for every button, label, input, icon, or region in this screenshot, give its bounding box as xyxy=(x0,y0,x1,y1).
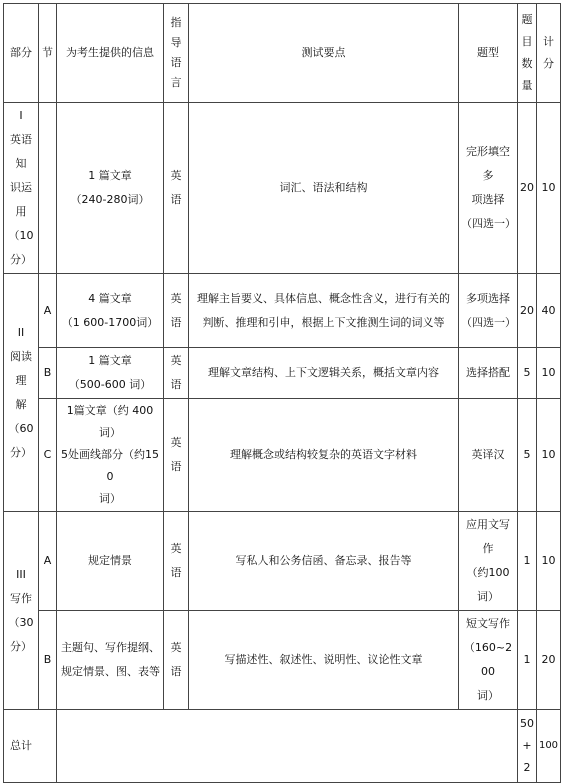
header-section: 节 xyxy=(39,4,57,103)
part2-c-section: C xyxy=(39,399,57,512)
part1-section xyxy=(39,103,57,274)
part2-b-score: 10 xyxy=(537,348,561,399)
part2-a-info: 4 篇文章 （1 600-1700词） xyxy=(57,274,164,348)
part2-c-score: 10 xyxy=(537,399,561,512)
part2-a-points: 理解主旨要义、具体信息、概念性含义，进行有关的 判断、推理和引申，根据上下文推测生词的词义等 xyxy=(189,274,459,348)
part3-a-info: 规定情景 xyxy=(57,512,164,611)
header-score: 计分 xyxy=(537,4,561,103)
header-row xyxy=(4,4,561,103)
part1-label: I 英语知 识运用 （10 分） xyxy=(4,103,39,274)
part2-a-score: 40 xyxy=(537,274,561,348)
exam-structure-table xyxy=(3,3,561,783)
part3-b-type: 短文写作 （160~200 词） xyxy=(459,611,518,710)
header-test-points: 测试要点 xyxy=(189,4,459,103)
part2-c-info: 1篇文章（约 400 词） 5处画线部分（约150 词） xyxy=(57,399,164,512)
part1-type: 完形填空多 项选择 （四选一） xyxy=(459,103,518,274)
total-score: 100 xyxy=(537,710,561,783)
header-guide-lang: 指导语言 xyxy=(164,4,189,103)
header-info: 为考生提供的信息 xyxy=(57,4,164,103)
part2-c-lang: 英语 xyxy=(164,399,189,512)
part2-row-b xyxy=(4,348,561,399)
header-count: 题目数量 xyxy=(518,4,537,103)
header-type: 题型 xyxy=(459,4,518,103)
part3-a-lang: 英语 xyxy=(164,512,189,611)
part3-row-a xyxy=(4,512,561,611)
part1-row xyxy=(4,103,561,274)
part2-b-info: 1 篇文章 （500-600 词） xyxy=(57,348,164,399)
total-empty xyxy=(57,710,518,783)
part3-a-count: 1 xyxy=(518,512,537,611)
part3-a-score: 10 xyxy=(537,512,561,611)
part3-b-info: 主题句、写作提纲、 规定情景、图、表等 xyxy=(57,611,164,710)
part2-row-a xyxy=(4,274,561,348)
part2-b-type: 选择搭配 xyxy=(459,348,518,399)
part1-info: 1 篇文章 （240-280词） xyxy=(57,103,164,274)
part3-a-section: A xyxy=(39,512,57,611)
total-row xyxy=(4,710,561,783)
part3-label: III 写作 （30 分） xyxy=(4,512,39,710)
part3-a-points: 写私人和公务信函、备忘录、报告等 xyxy=(189,512,459,611)
part2-c-type: 英译汉 xyxy=(459,399,518,512)
part2-a-count: 20 xyxy=(518,274,537,348)
part2-a-section: A xyxy=(39,274,57,348)
part3-row-b xyxy=(4,611,561,710)
part3-b-count: 1 xyxy=(518,611,537,710)
part2-b-count: 5 xyxy=(518,348,537,399)
part2-row-c xyxy=(4,399,561,512)
part2-c-count: 5 xyxy=(518,399,537,512)
part2-b-points: 理解文章结构、上下文逻辑关系，概括文章内容 xyxy=(189,348,459,399)
part3-b-lang: 英语 xyxy=(164,611,189,710)
part1-lang: 英语 xyxy=(164,103,189,274)
part3-a-type: 应用文写作 （约100 词） xyxy=(459,512,518,611)
part2-label: II 阅读理 解 （60 分） xyxy=(4,274,39,512)
part1-count: 20 xyxy=(518,103,537,274)
part3-b-points: 写描述性、叙述性、说明性、议论性文章 xyxy=(189,611,459,710)
part1-score: 10 xyxy=(537,103,561,274)
part2-b-section: B xyxy=(39,348,57,399)
header-part: 部分 xyxy=(4,4,39,103)
part3-b-score: 20 xyxy=(537,611,561,710)
total-count: 50 + 2 xyxy=(518,710,537,783)
part3-b-section: B xyxy=(39,611,57,710)
part2-b-lang: 英语 xyxy=(164,348,189,399)
part1-points: 词汇、语法和结构 xyxy=(189,103,459,274)
total-label: 总计 xyxy=(4,710,57,783)
part2-a-lang: 英语 xyxy=(164,274,189,348)
part2-a-type: 多项选择 （四选一） xyxy=(459,274,518,348)
part2-c-points: 理解概念或结构较复杂的英语文字材料 xyxy=(189,399,459,512)
